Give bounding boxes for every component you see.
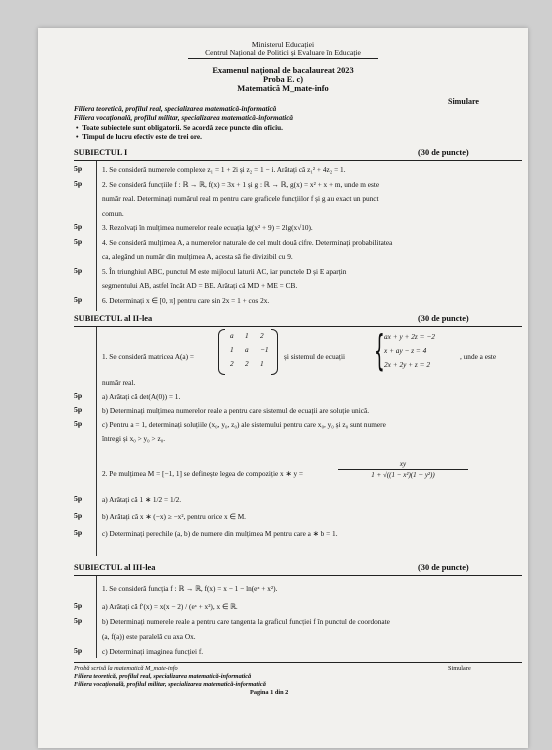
- s1-item-text-4: 3. Rezolvați în mulțimea numerelor reale ecuația lg(x² + 9) = 2lg(x√10).: [102, 223, 313, 232]
- section-1-title: SUBIECTUL I: [74, 148, 128, 157]
- s3-item-text-3: c) Determinați imaginea funcției f.: [102, 647, 204, 656]
- s1-item-text-0: 1. Se consideră numerele complexe z₁ = 1 + 2i și z₂ = 1 − i. Arătați că z₁² + 4z₂ = 1.: [102, 165, 346, 174]
- s1-item-text-7: 5. În triunghiul ABC, punctul M este mijlocul laturii AC, iar punctele D și E aparțin: [102, 266, 347, 276]
- s2-item-points-2: 5p: [74, 419, 83, 428]
- section-3-rule: [74, 575, 522, 576]
- footer-line-3: Filiera vocațională, profilul militar, specializarea matematică-informatică: [74, 681, 266, 688]
- s1-item-text-8: segmentului AB, astfel încât AD = BE. Arătați că MD + ME = CB.: [102, 281, 298, 290]
- fraction-numerator: xy: [399, 460, 407, 468]
- s3-item-text-2: (a, f(a)) este paralelă cu axa Ox.: [102, 632, 196, 641]
- footer-variant: Simulare: [448, 665, 471, 672]
- fraction-denominator: 1 + √((1 − x²)(1 − y²)): [371, 471, 435, 479]
- system-equation: ax + y + 2z = −2: [384, 332, 435, 341]
- section-3-margin-line: [96, 576, 97, 658]
- subject-name: Matematică M_mate-info: [237, 84, 329, 93]
- s3-item-points-0: 5p: [74, 601, 83, 610]
- section-2-rule: [74, 326, 522, 327]
- s3-item-points-1: 5p: [74, 616, 83, 625]
- section-1-margin-line: [96, 161, 97, 311]
- s2-q2-item-points-1: 5p: [74, 511, 83, 520]
- header-rule: [188, 58, 378, 59]
- s2-q1-mid: și sistemul de ecuații: [284, 352, 345, 361]
- footer-line-2: Filiera teoretică, profilul real, specializarea matematică-informatică: [74, 673, 252, 680]
- s1-item-points-9: 5p: [74, 294, 83, 304]
- system-equation: 2x + 2y + z = 2: [384, 360, 430, 369]
- section-1-rule: [74, 160, 522, 161]
- s2-q1-tail2: număr real.: [102, 378, 136, 387]
- s1-item-text-5: 4. Se consideră mulțimea A, a numerelor naturale de cel mult două cifre. Determinați probabilitatea: [102, 237, 393, 247]
- s2-item-points-0: 5p: [74, 391, 83, 400]
- s2-q2-intro: 2. Pe mulțimea M = [−1, 1] se definește legea de compoziție x ∗ y =: [102, 469, 304, 478]
- instruction-2: • Timpul de lucru efectiv este de trei ore.: [76, 133, 202, 141]
- exam-title: Examenul național de bacalaureat 2023: [212, 66, 354, 75]
- s1-item-text-1: 2. Se consideră funcțiile f : ℝ → ℝ, f(x) = 3x + 1 și g : ℝ → ℝ, g(x) = x² + x + m, unde m este: [102, 179, 380, 189]
- s3-item-text-0: a) Arătați că f′(x) = x(x − 2) / (eˣ + x²), x ∈ ℝ.: [102, 602, 238, 611]
- s1-item-text-3: comun.: [102, 208, 124, 218]
- s1-item-text-6: ca, alegând un număr din mulțimea A, acesta să fie divizibil cu 9.: [102, 252, 293, 261]
- section-1-points: (30 de puncte): [418, 148, 469, 157]
- s3-item-text-1: b) Determinați numerele reale a pentru care tangenta la graficul funcției f în punctul de coordonate: [102, 617, 390, 626]
- s2-q2-item-points-2: 5p: [74, 528, 83, 537]
- system-equation: x + ay − z = 4: [384, 346, 427, 355]
- matrix-A: [218, 329, 278, 375]
- s2-item-text-3: întregi și x₀ > y₀ > z₀.: [102, 434, 166, 443]
- s2-q2-item-text-2: c) Determinați perechile (a, b) de numere din mulțimea M pentru care a ∗ b = 1.: [102, 529, 338, 538]
- filiera-line-2: Filiera vocațională, profilul militar, specializarea matematică-informatică: [74, 114, 294, 122]
- s2-item-text-1: b) Determinați mulțimea numerelor reale a pentru care sistemul de ecuații are soluție unică.: [102, 406, 370, 415]
- system-brace: {: [374, 326, 385, 375]
- s2-q1-tail: , unde a este: [460, 352, 497, 361]
- matrix-cell: 1: [230, 345, 234, 354]
- s2-q1-intro: 1. Se consideră matricea A(a) =: [102, 352, 195, 361]
- footer-line-1: Probă scrisă la matematică M_mate-info: [74, 665, 178, 672]
- matrix-cell: 2: [260, 331, 264, 340]
- matrix-cell: a: [230, 331, 234, 340]
- exam-page: [38, 28, 528, 748]
- section-2-margin-line: [96, 327, 97, 556]
- matrix-cell: 2: [245, 359, 249, 368]
- matrix-cell: 2: [230, 359, 234, 368]
- composition-fraction: [338, 460, 468, 479]
- matrix-cell: a: [245, 345, 249, 354]
- s1-item-points-5: 5p: [74, 236, 83, 246]
- footer-rule: [74, 662, 522, 663]
- section-2-title: SUBIECTUL al II-lea: [74, 314, 153, 323]
- section-3-points: (30 de puncte): [418, 563, 469, 572]
- s1-item-points-1: 5p: [74, 178, 83, 188]
- section-2-points: (30 de puncte): [418, 314, 469, 323]
- s2-item-text-2: c) Pentru a = 1, determinați soluțiile (x₀, y₀, z₀) ale sistemului pentru care x₀, y₀ și z₀ sunt numere: [102, 420, 386, 429]
- s3-q1: 1. Se consideră funcția f : ℝ → ℝ, f(x) = x − 1 − ln(eˣ + x²).: [102, 584, 278, 593]
- center-name: Centrul Național de Politici și Evaluare în Educație: [205, 48, 361, 57]
- s2-q2-item-points-0: 5p: [74, 494, 83, 503]
- s2-q2-item-text-1: b) Arătați că x ∗ (−x) ≥ −x², pentru orice x ∈ M.: [102, 512, 247, 521]
- s1-item-points-7: 5p: [74, 265, 83, 275]
- instruction-1: • Toate subiectele sunt obligatorii. Se acordă zece puncte din oficiu.: [76, 124, 283, 132]
- s1-item-text-2: număr real. Determinați numărul real m pentru care graficele funcțiilor f și g au exact un punct: [102, 194, 379, 203]
- s1-item-points-0: 5p: [74, 164, 83, 173]
- s2-item-text-0: a) Arătați că det(A(0)) = 1.: [102, 392, 181, 401]
- ministry-name: Ministerul Educației: [251, 40, 315, 49]
- equation-system: [384, 330, 435, 372]
- filiera-line-1: Filiera teoretică, profilul real, specializarea matematică-informatică: [74, 105, 277, 113]
- matrix-cell: 1: [245, 331, 249, 340]
- section-3-title: SUBIECTUL al III-lea: [74, 563, 156, 572]
- s2-q2-item-text-0: a) Arătați că 1 ∗ 1/2 = 1/2.: [102, 495, 182, 504]
- variant-label: Simulare: [448, 97, 479, 106]
- proba-label: Proba E. c): [262, 75, 304, 84]
- s1-item-points-4: 5p: [74, 222, 83, 231]
- matrix-cell: −1: [260, 345, 269, 354]
- page-number: Pagina 1 din 2: [250, 689, 289, 696]
- matrix-cell: 1: [260, 359, 264, 368]
- s1-item-text-9: 6. Determinați x ∈ [0, π] pentru care sin 2x = 1 + cos 2x.: [102, 295, 270, 305]
- s2-item-points-1: 5p: [74, 405, 83, 414]
- s3-item-points-3: 5p: [74, 646, 83, 655]
